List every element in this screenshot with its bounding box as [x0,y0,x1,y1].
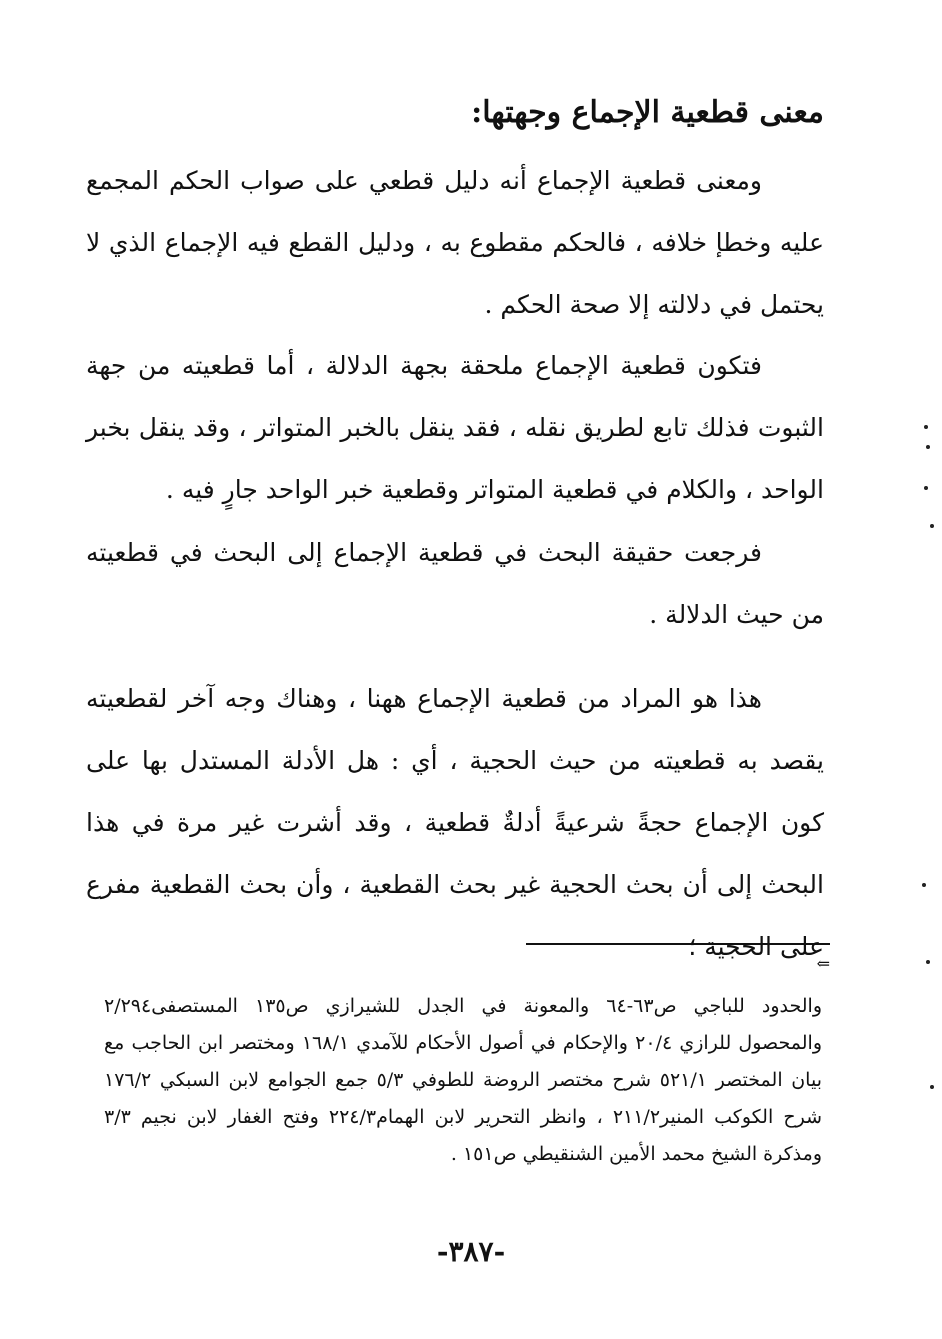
footnote-text: والحدود للباجي ص٦٣-٦٤ والمعونة في الجدل للشيرازي ص١٣٥ المستصفى٢/٢٩٤ والمحصول للرازي ٢٠/٤ والإحكام في أصول الأحكام للآمدي ١٦٨/١ ومختصر ابن الحاجب مع بيان المختصر ٥٢١/١ شرح مختصر الروضة للطوفي ٥/٣ جمع الجوامع لابن السبكي ١٧٦/٢ شرح الكوكب المنير٢١١/٢ ، وانظر التحرير لابن الهمام٢٢٤/٣ وفتح الغفار لابن نجيم ٣/٣ ومذكرة الشيخ محمد الأمين الشنقيطي ص١٥١ . [104,995,823,1165]
body-paragraph-1 [86,150,824,336]
scan-speck [926,445,930,449]
paragraph-text: فرجعت حقيقة البحث في قطعية الإجماع إلى البحث في قطعيته من حيث الدلالة . [86,538,824,629]
body-paragraph-3 [86,522,824,646]
scan-speck [922,883,926,887]
body-paragraph-4 [86,668,824,978]
continuation-arrow-icon: ⇐ [816,954,830,973]
page-number: -٣٨٧- [436,1235,506,1268]
scan-speck [930,1085,934,1089]
body-paragraph-2 [86,335,824,521]
footnote-divider [526,943,830,945]
section-heading: معنى قطعية الإجماع وجهتها: [471,95,824,130]
scan-speck [924,486,928,490]
paragraph-text: هذا هو المراد من قطعية الإجماع ههنا ، وهناك وجه آخر لقطعيته يقصد به قطعيته من حيث الحجية ، أي : هل الأدلة المستدل بها على كون الإجماع حجةً شرعيةً أدلةٌ قطعية ، وقد أشرت غير مرة في هذا البحث إلى أن بحث الحجية غير بحث القطعية ، وأن بحث القطعية مفرع على الحجية ؛ [86,684,824,961]
paragraph-text: ومعنى قطعية الإجماع أنه دليل قطعي على صواب الحكم المجمع عليه وخطإ خلافه ، فالحكم مقطوع به ، ودليل القطع فيه الإجماع الذي لا يحتمل في دلالته إلا صحة الحكم . [86,166,824,319]
scan-speck [930,524,934,528]
footnote [104,988,822,1173]
scan-speck [924,425,928,429]
paragraph-text: فتكون قطعية الإجماع ملحقة بجهة الدلالة ، أما قطعيته من جهة الثبوت فذلك تابع لطريق نقله ، فقد ينقل بالخبر المتواتر ، وقد ينقل بخبر الواحد ، والكلام في قطعية المتواتر وقطعية خبر الواحد جارٍ فيه . [86,351,824,504]
scan-speck [926,960,930,964]
